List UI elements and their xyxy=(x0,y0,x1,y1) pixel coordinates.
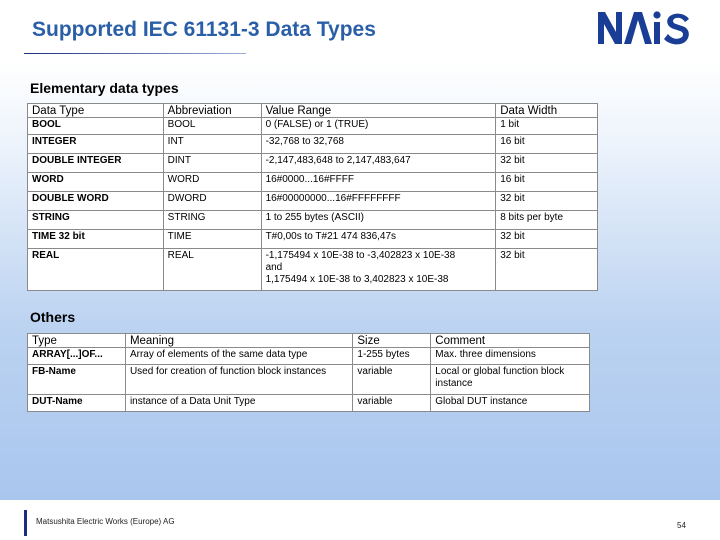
slide-header xyxy=(0,0,720,60)
table-cell: variable xyxy=(353,365,431,395)
table-cell: REAL xyxy=(28,249,164,291)
table-row xyxy=(28,173,598,192)
table-cell: REAL xyxy=(163,249,261,291)
footer-accent-bar xyxy=(24,510,27,536)
nais-logo xyxy=(596,10,694,46)
table-cell: 1 to 255 bytes (ASCII) xyxy=(261,211,496,230)
title-underline xyxy=(24,53,246,54)
table-header-row xyxy=(28,334,590,348)
column-header: Comment xyxy=(431,334,590,348)
table-cell: Local or global function block instance xyxy=(431,365,590,395)
table-cell: Max. three dimensions xyxy=(431,348,590,365)
table-cell: Global DUT instance xyxy=(431,395,590,412)
table-row xyxy=(28,230,598,249)
company-name: Matsushita Electric Works (Europe) AG xyxy=(36,517,175,526)
table-cell: 32 bit xyxy=(496,154,598,173)
table-row xyxy=(28,192,598,211)
column-header: Size xyxy=(353,334,431,348)
column-header: Value Range xyxy=(261,104,496,118)
column-header: Abbreviation xyxy=(163,104,261,118)
table-cell: FB-Name xyxy=(28,365,126,395)
table-row xyxy=(28,154,598,173)
table-cell: -1,175494 x 10E-38 to -3,402823 x 10E-38 and 1,175494 x 10E-38 to 3,402823 x 10E-38 xyxy=(261,249,496,291)
table-cell: TIME xyxy=(163,230,261,249)
table-cell: 32 bit xyxy=(496,249,598,291)
table-cell: WORD xyxy=(28,173,164,192)
table-row xyxy=(28,135,598,154)
section-heading-elementary: Elementary data types xyxy=(30,80,179,96)
table-cell: BOOL xyxy=(28,118,164,135)
page-title: Supported IEC 61131-3 Data Types xyxy=(32,18,376,41)
table-row xyxy=(28,211,598,230)
column-header: Data Type xyxy=(28,104,164,118)
table-cell: 32 bit xyxy=(496,192,598,211)
elementary-types-table xyxy=(27,103,598,291)
table-cell: -2,147,483,648 to 2,147,483,647 xyxy=(261,154,496,173)
table-cell: DWORD xyxy=(163,192,261,211)
table-cell: T#0,00s to T#21 474 836,47s xyxy=(261,230,496,249)
column-header: Meaning xyxy=(125,334,352,348)
table-cell: Array of elements of the same data type xyxy=(125,348,352,365)
table-cell: variable xyxy=(353,395,431,412)
table-cell: DUT-Name xyxy=(28,395,126,412)
table-cell: 16 bit xyxy=(496,173,598,192)
table-cell: 0 (FALSE) or 1 (TRUE) xyxy=(261,118,496,135)
table-cell: 32 bit xyxy=(496,230,598,249)
table-cell: -32,768 to 32,768 xyxy=(261,135,496,154)
other-types-table xyxy=(27,333,590,412)
table-cell: 8 bits per byte xyxy=(496,211,598,230)
table-cell: STRING xyxy=(163,211,261,230)
table-row xyxy=(28,118,598,135)
table-cell: INTEGER xyxy=(28,135,164,154)
column-header: Data Width xyxy=(496,104,598,118)
table-cell: 16#00000000...16#FFFFFFFF xyxy=(261,192,496,211)
table-header-row xyxy=(28,104,598,118)
table-cell: DOUBLE INTEGER xyxy=(28,154,164,173)
column-header: Type xyxy=(28,334,126,348)
table-cell: TIME 32 bit xyxy=(28,230,164,249)
table-cell: instance of a Data Unit Type xyxy=(125,395,352,412)
table-cell: DINT xyxy=(163,154,261,173)
table-cell: 1-255 bytes xyxy=(353,348,431,365)
table-cell: WORD xyxy=(163,173,261,192)
table-row xyxy=(28,348,590,365)
table-row xyxy=(28,249,598,291)
table-cell: 1 bit xyxy=(496,118,598,135)
table-cell: ARRAY[...]OF... xyxy=(28,348,126,365)
table-cell: 16#0000...16#FFFF xyxy=(261,173,496,192)
table-row xyxy=(28,365,590,395)
page-number: 54 xyxy=(677,521,686,530)
table-cell: STRING xyxy=(28,211,164,230)
table-row xyxy=(28,395,590,412)
table-cell: Used for creation of function block instances xyxy=(125,365,352,395)
slide-content xyxy=(0,60,720,500)
section-heading-others: Others xyxy=(30,309,76,325)
table-cell: DOUBLE WORD xyxy=(28,192,164,211)
table-cell: BOOL xyxy=(163,118,261,135)
table-cell: 16 bit xyxy=(496,135,598,154)
table-cell: INT xyxy=(163,135,261,154)
